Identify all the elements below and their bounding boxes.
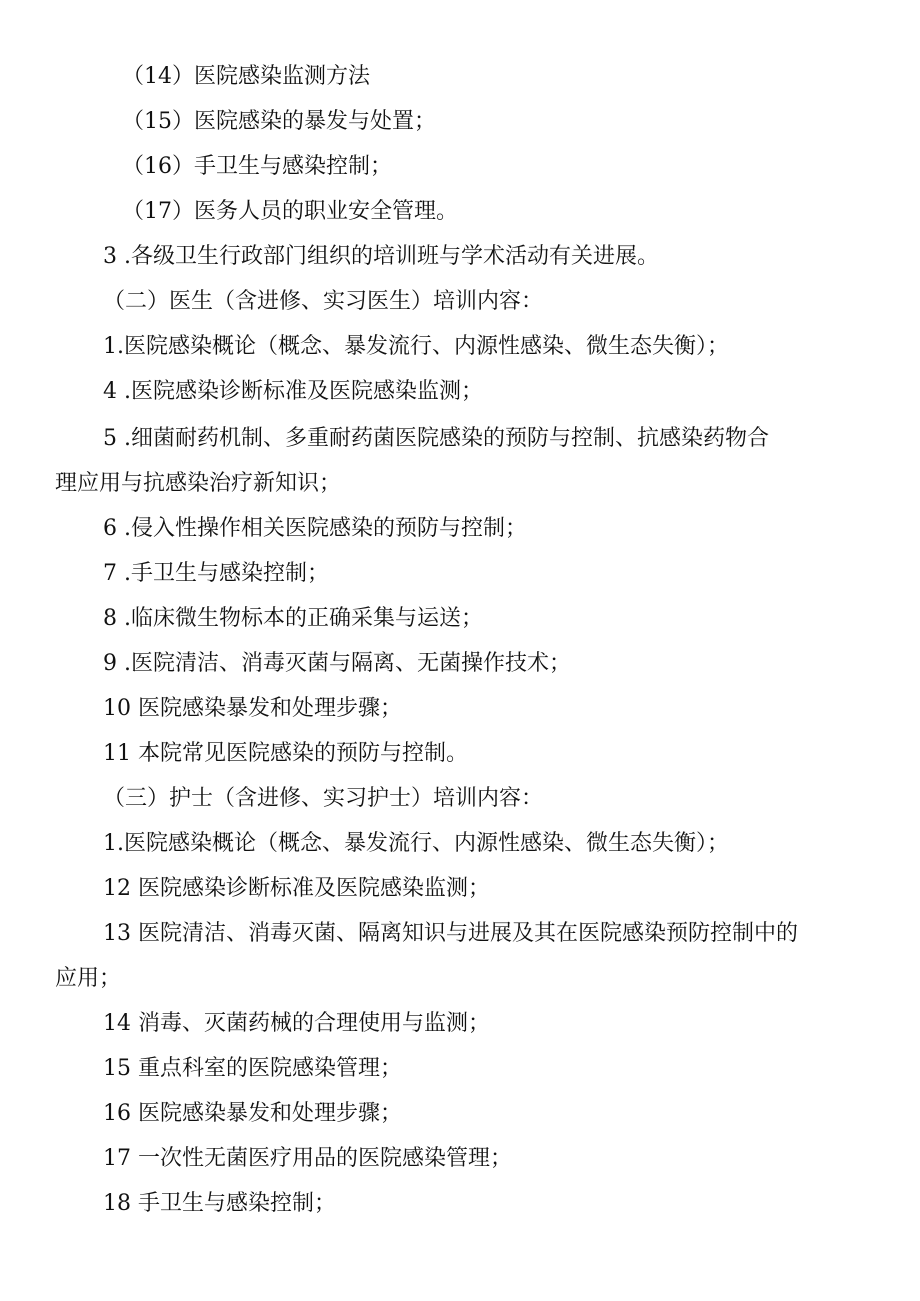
list-item: 4 .医院感染诊断标准及医院感染监测； [103, 379, 483, 404]
section-heading: （三）护士（含进修、实习护士）培训内容： [103, 786, 544, 811]
list-item: （16）手卫生与感染控制； [122, 154, 392, 179]
list-item: 16 医院感染暴发和处理步骤； [103, 1101, 402, 1126]
section-heading: （二）医生（含进修、实习医生）培训内容： [103, 289, 544, 314]
list-item: （15）医院感染的暴发与处置； [122, 109, 436, 134]
list-item: 14 消毒、灭菌药械的合理使用与监测； [103, 1011, 490, 1036]
list-item: 5 .细菌耐药机制、多重耐药菌医院感染的预防与控制、抗感染药物合 [103, 426, 769, 451]
list-item: 7 .手卫生与感染控制； [103, 561, 329, 586]
list-item: 15 重点科室的医院感染管理； [103, 1056, 402, 1081]
list-item: 17 一次性无菌医疗用品的医院感染管理； [103, 1146, 512, 1171]
list-item: 3 .各级卫生行政部门组织的培训班与学术活动有关进展。 [103, 244, 659, 269]
list-item: 13 医院清洁、消毒灭菌、隔离知识与进展及其在医院感染预防控制中的 [103, 921, 798, 946]
list-item: （17）医务人员的职业安全管理。 [122, 199, 458, 224]
list-item: 8 .临床微生物标本的正确采集与运送； [103, 606, 483, 631]
list-item-continuation: 理应用与抗感染治疗新知识； [55, 471, 342, 496]
list-item: 12 医院感染诊断标准及医院感染监测； [103, 876, 490, 901]
list-item: 9 .医院清洁、消毒灭菌与隔离、无菌操作技术； [103, 651, 571, 676]
list-item-continuation: 应用； [55, 966, 122, 991]
list-item: 1.医院感染概论（概念、暴发流行、内源性感染、微生态失衡）； [103, 334, 729, 359]
list-item: 11 本院常见医院感染的预防与控制。 [103, 741, 468, 766]
list-item: 1.医院感染概论（概念、暴发流行、内源性感染、微生态失衡）； [103, 831, 729, 856]
list-item: 10 医院感染暴发和处理步骤； [103, 696, 402, 721]
list-item: （14）医院感染监测方法 [122, 64, 370, 89]
list-item: 6 .侵入性操作相关医院感染的预防与控制； [103, 516, 527, 541]
list-item: 18 手卫生与感染控制； [103, 1191, 336, 1216]
